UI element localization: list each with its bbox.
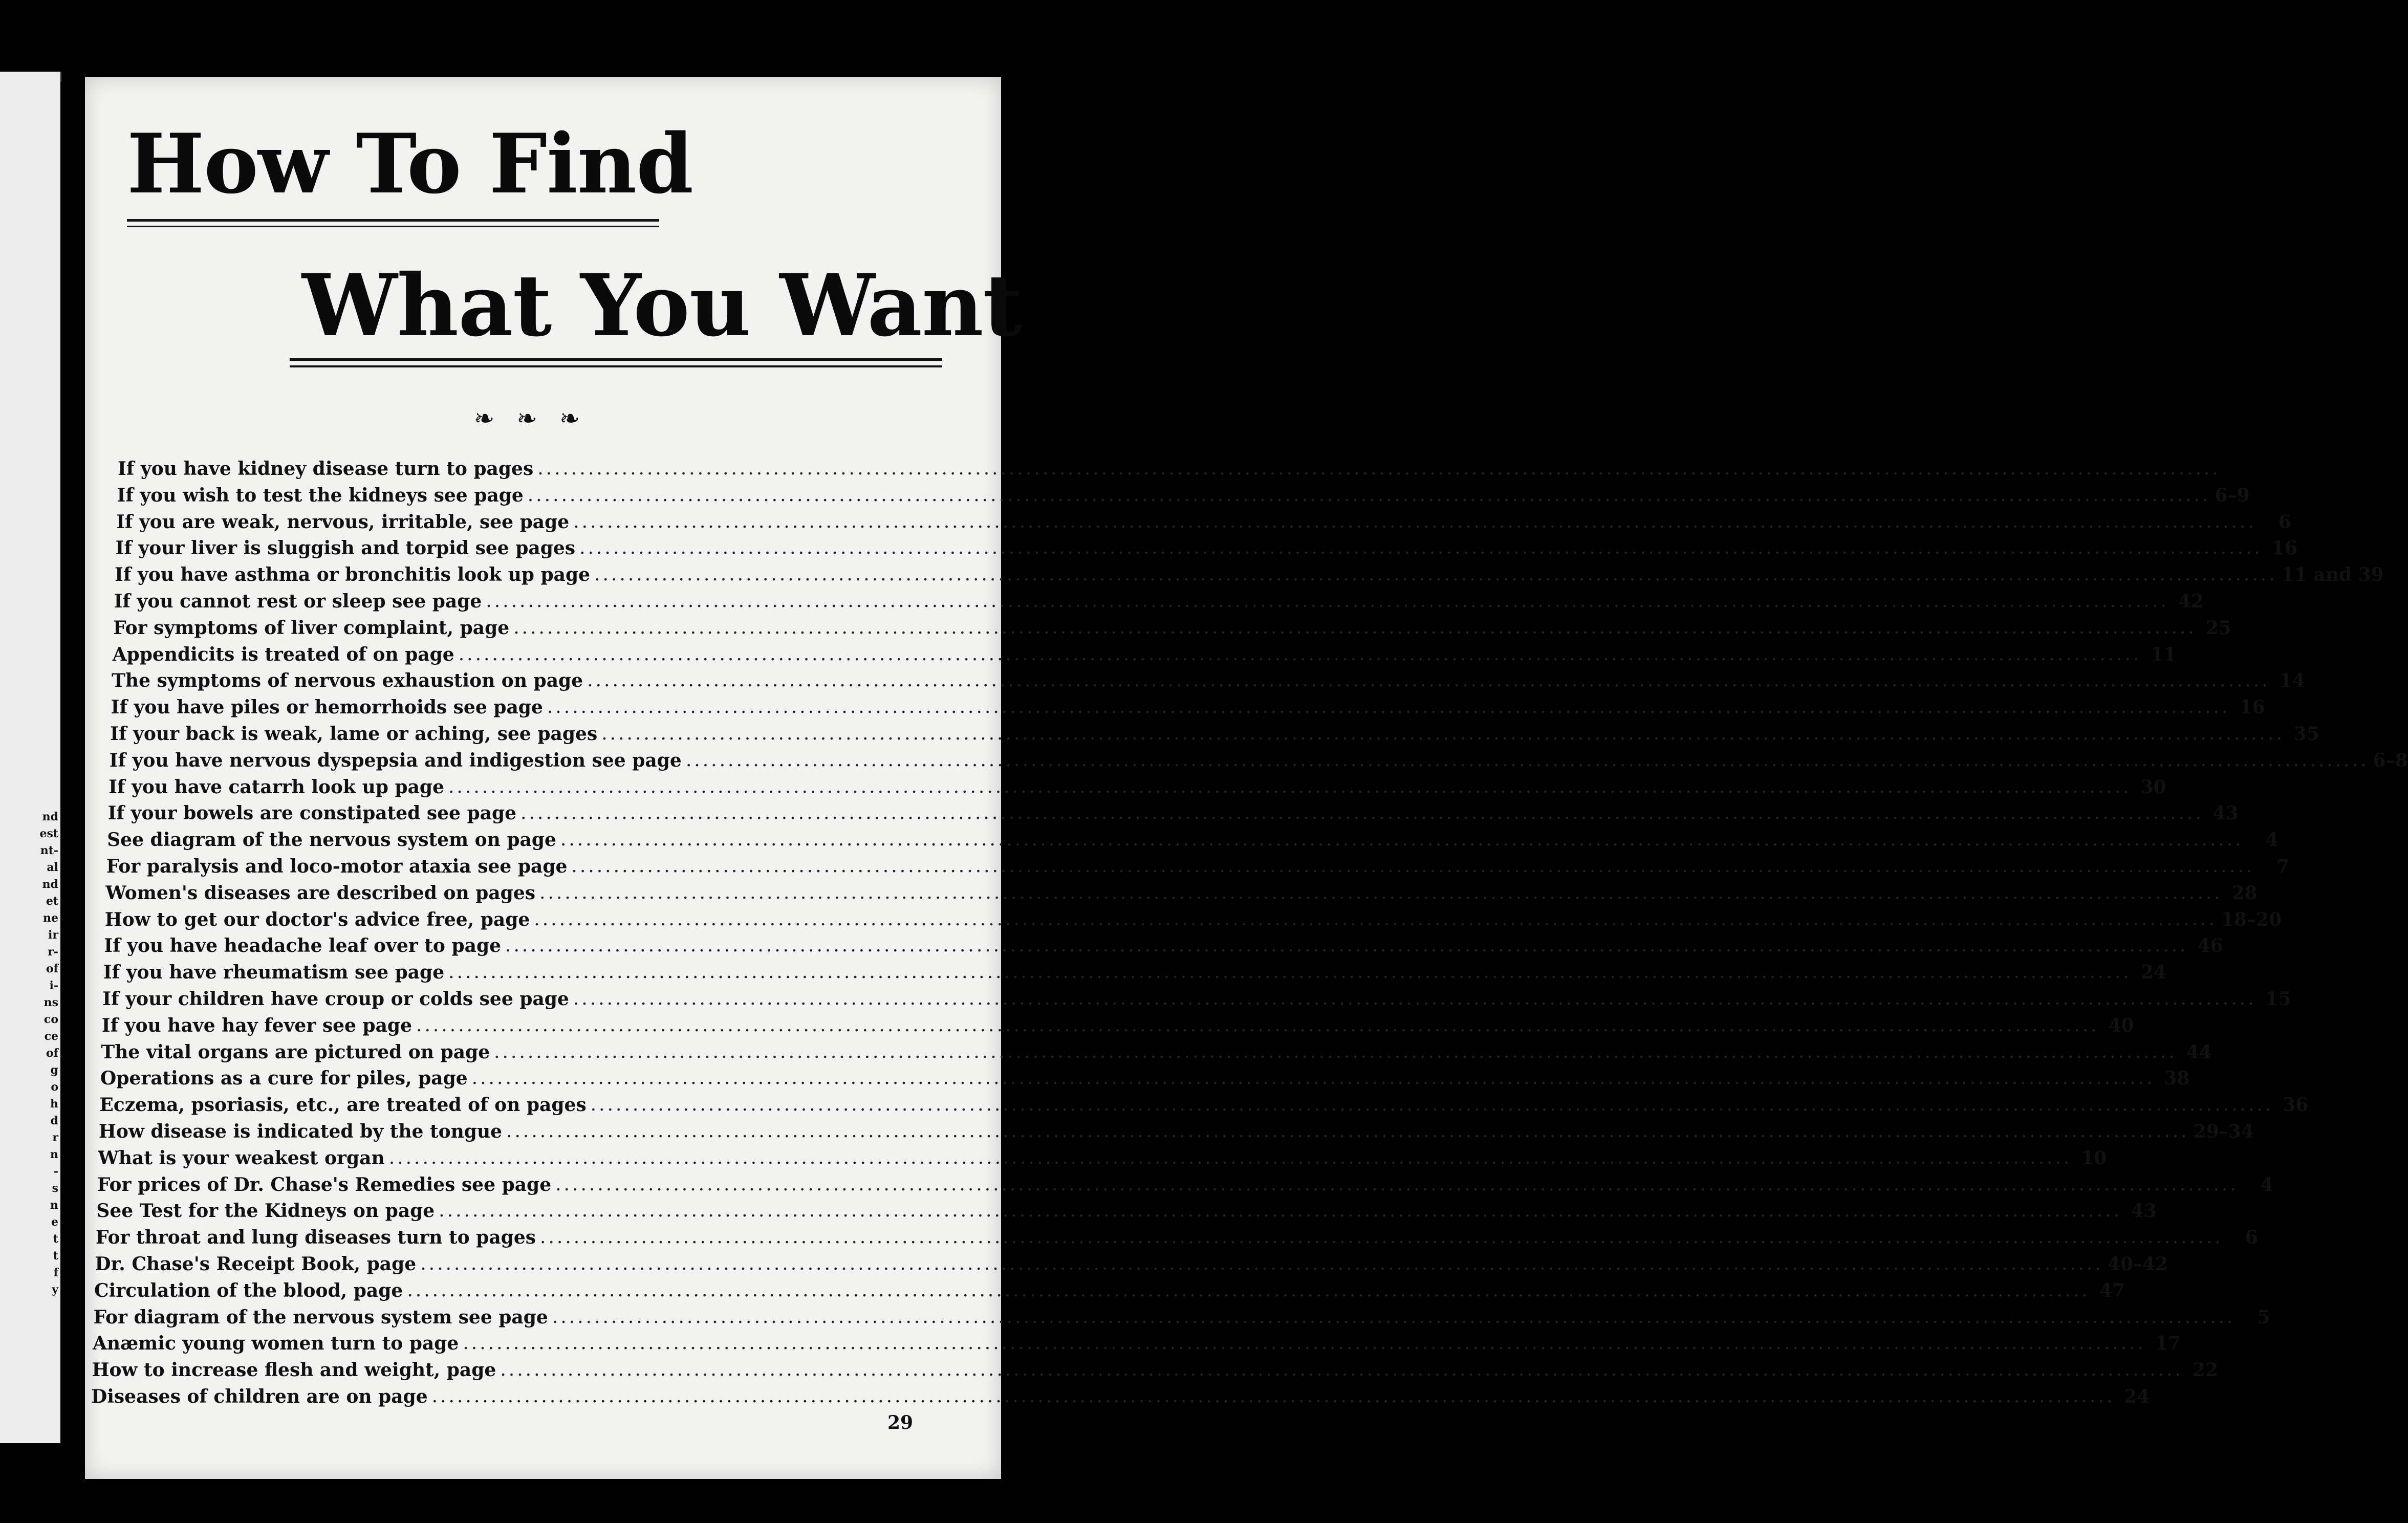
left-fragment: n — [50, 1199, 58, 1212]
dot-leader: ........................................................................................................................................................................................................ — [494, 1041, 2177, 1062]
index-topic: For paralysis and loco-motor ataxia see page — [106, 856, 568, 877]
index-page-number: 11 — [2151, 643, 2177, 665]
dot-leader: ........................................................................................................................................................................................................ — [388, 1147, 2072, 1168]
dot-leader: ........................................................................................................................................................................................................ — [420, 1253, 2103, 1274]
index-topic: If you have kidney disease turn to pages — [118, 458, 534, 480]
index-page-number: 10 — [2081, 1147, 2107, 1169]
index-row — [98, 1145, 2107, 1170]
index-topic: If you cannot rest or sleep see page — [114, 591, 482, 612]
index-page-number: 35 — [2293, 723, 2319, 745]
left-fragment: of — [46, 1047, 58, 1060]
index-row — [92, 1330, 2181, 1356]
dot-leader: ........................................................................................................................................................................................................ — [590, 1094, 2274, 1116]
index-row — [95, 1224, 2258, 1250]
index-page-number: 6–8 — [2373, 749, 2408, 771]
dot-leader: ........................................................................................................................................................................................................ — [513, 617, 2197, 638]
index-topic: If your children have croup or colds see page — [102, 988, 569, 1010]
index-row — [116, 509, 2291, 534]
ornament-leaves: ❧ ❧ ❧ — [474, 404, 588, 433]
title-line-1: How To Find — [127, 116, 693, 212]
index-page-number: 6 — [2245, 1227, 2258, 1249]
index-row — [98, 1118, 2254, 1144]
index-page-number: 38 — [2164, 1068, 2190, 1090]
index-row — [115, 535, 2297, 560]
index-topic: If you have headache leaf over to page — [104, 935, 502, 957]
index-row — [91, 1383, 2150, 1409]
left-fragment: i- — [49, 979, 58, 992]
left-fragment: s — [52, 1182, 58, 1195]
index-row — [112, 641, 2177, 667]
index-page-number: 6 — [2278, 511, 2291, 533]
dot-leader: ........................................................................................................................................................................................................ — [594, 564, 2277, 585]
index-row — [106, 853, 2290, 879]
left-fragment: ne — [43, 911, 58, 925]
index-page-number: 25 — [2205, 617, 2231, 639]
dot-leader: ........................................................................................................................................................................................................ — [534, 908, 2217, 930]
left-fragment: r- — [48, 945, 58, 959]
index-page — [85, 77, 2408, 1479]
index-topic: Diseases of children are on page — [91, 1386, 428, 1407]
index-topic: For diagram of the nervous system see page — [93, 1306, 548, 1328]
index-topic: Dr. Chase's Receipt Book, page — [95, 1253, 417, 1275]
left-fragment: nd — [42, 810, 58, 823]
dot-leader: ........................................................................................................................................................................................................ — [560, 829, 2244, 851]
index-topic: For prices of Dr. Chase's Remedies see page — [97, 1173, 552, 1195]
index-topic: How to get our doctor's advice free, page — [104, 908, 530, 930]
left-fragment: d — [50, 1114, 58, 1127]
index-page-number: 4 — [2265, 829, 2279, 851]
index-row — [114, 588, 2204, 614]
index-page-number: 43 — [2131, 1200, 2157, 1222]
left-fragment: nt- — [40, 844, 58, 857]
dot-leader: ........................................................................................................................................................................................................ — [573, 988, 2257, 1009]
index-row — [110, 721, 2319, 746]
title-line-2: What You Want — [302, 256, 1022, 356]
left-fragment: est — [39, 827, 58, 840]
left-fragment: t — [53, 1232, 58, 1246]
dot-leader: ........................................................................................................................................................................................................ — [500, 1359, 2183, 1381]
dot-leader: ........................................................................................................................................................................................................ — [539, 882, 2223, 903]
left-fragment: t — [53, 1249, 58, 1263]
index-page-number: 7 — [2276, 856, 2290, 877]
left-fragment: of — [46, 962, 58, 975]
index-row — [94, 1277, 2125, 1303]
dot-leader: ........................................................................................................................................................................................................ — [448, 776, 2132, 797]
index-page-number: 43 — [2212, 802, 2239, 824]
index-row — [112, 667, 2305, 693]
index-page-number: 29–34 — [2193, 1121, 2254, 1142]
index-page-number: 46 — [2197, 935, 2223, 957]
dot-leader: ........................................................................................................................................................................................................ — [555, 1173, 2239, 1195]
dot-leader: ........................................................................................................................................................................................................ — [579, 537, 2263, 559]
index-row — [92, 1357, 2218, 1382]
left-fragment: al — [47, 861, 58, 874]
index-topic: If you wish to test the kidneys see page — [117, 484, 524, 506]
index-page-number: 30 — [2140, 776, 2166, 798]
index-row — [117, 482, 2250, 508]
index-row — [99, 1092, 2309, 1117]
index-topic: Appendicits is treated of on page — [112, 643, 454, 665]
index-topic: How to increase flesh and weight, page — [92, 1359, 496, 1381]
index-topic: If you have rheumatism see page — [103, 962, 445, 984]
index-topic: If you have nervous dyspepsia and indigestion see page — [109, 749, 682, 771]
dot-leader: ........................................................................................................................................................................................................ — [486, 591, 2169, 612]
index-page-number: 44 — [2186, 1041, 2212, 1063]
index-topic: See diagram of the nervous system on page — [107, 829, 556, 851]
index-row — [96, 1198, 2157, 1223]
index-page-number: 5 — [2257, 1306, 2270, 1328]
index-topic: See Test for the Kidneys on page — [96, 1200, 435, 1222]
index-row — [113, 615, 2231, 640]
dot-leader: ........................................................................................................................................................................................................ — [505, 935, 2188, 956]
index-list — [85, 77, 2408, 1479]
left-fragment: g — [50, 1063, 58, 1077]
index-row — [109, 774, 2166, 799]
index-row — [107, 826, 2279, 852]
index-topic: Women's diseases are described on pages — [105, 882, 536, 904]
left-fragment: o — [51, 1080, 58, 1094]
left-fragment: h — [50, 1097, 58, 1111]
left-fragment: - — [53, 1165, 58, 1178]
index-row — [102, 986, 2291, 1011]
index-row — [107, 800, 2239, 825]
dot-leader: ........................................................................................................................................................................................................ — [448, 962, 2132, 983]
index-topic: Circulation of the blood, page — [94, 1279, 403, 1301]
trailing-page-number: 29 — [887, 1411, 914, 1433]
index-page-number: 6–9 — [2215, 484, 2250, 506]
index-page-number: 15 — [2265, 988, 2291, 1010]
left-page-fragment — [0, 72, 62, 1443]
index-page-number: 40–42 — [2107, 1253, 2168, 1275]
left-fragment: ir — [48, 928, 58, 942]
index-row — [109, 747, 2408, 773]
index-row — [101, 1039, 2212, 1064]
index-row — [101, 1012, 2134, 1038]
dot-leader: ........................................................................................................................................................................................................ — [431, 1386, 2115, 1407]
index-topic: How disease is indicated by the tongue — [98, 1121, 503, 1142]
index-row — [104, 932, 2223, 958]
left-page-text-fragments — [39, 809, 58, 1298]
left-fragment: y — [52, 1283, 58, 1296]
left-fragment: et — [46, 895, 58, 908]
index-page-number: 16 — [2239, 697, 2265, 719]
dot-leader: ........................................................................................................................................................................................................ — [463, 1333, 2146, 1354]
dot-leader: ........................................................................................................................................................................................................ — [527, 484, 2211, 506]
index-page-number: 22 — [2192, 1359, 2218, 1381]
index-page-number: 24 — [2140, 962, 2166, 984]
index-page-number: 24 — [2124, 1386, 2150, 1407]
index-row — [104, 906, 2282, 932]
index-topic: If you have piles or hemorrhoids see page — [111, 697, 543, 719]
left-fragment: e — [51, 1215, 58, 1229]
index-topic: For throat and lung diseases turn to pages — [95, 1227, 536, 1249]
index-page-number: 28 — [2231, 882, 2258, 904]
index-topic: Operations as a cure for piles, page — [100, 1068, 468, 1090]
left-fragment: nd — [42, 878, 58, 891]
index-page-number: 18–20 — [2221, 908, 2282, 930]
dot-leader: ........................................................................................................................................................................................................ — [540, 1227, 2223, 1248]
book-spine — [60, 82, 85, 1474]
index-topic: For symptoms of liver complaint, page — [113, 617, 510, 639]
index-page-number: 14 — [2279, 670, 2305, 692]
index-page-number: 17 — [2155, 1333, 2181, 1355]
dot-leader: ........................................................................................................................................................................................................ — [407, 1279, 2090, 1301]
dot-leader: ........................................................................................................................................................................................................ — [471, 1068, 2155, 1089]
index-topic: If you have asthma or bronchitis look up page — [115, 564, 591, 586]
dot-leader: ........................................................................................................................................................................................................ — [547, 697, 2230, 718]
dot-leader: ........................................................................................................................................................................................................ — [416, 1014, 2099, 1036]
index-row — [103, 959, 2166, 985]
index-page-number: 42 — [2178, 591, 2204, 612]
index-row — [115, 561, 2384, 587]
index-row — [105, 880, 2258, 905]
index-page-number: 36 — [2283, 1094, 2309, 1116]
left-fragment: n — [50, 1148, 58, 1161]
index-row — [111, 694, 2265, 720]
dot-leader: ........................................................................................................................................................................................................ — [458, 643, 2142, 665]
index-row — [97, 1171, 2273, 1197]
dot-leader: ........................................................................................................................................................................................................ — [587, 670, 2270, 691]
left-fragment: ce — [44, 1030, 58, 1043]
index-page-number: 40 — [2108, 1014, 2134, 1036]
dot-leader: ........................................................................................................................................................................................................ — [601, 723, 2285, 744]
dot-leader: ........................................................................................................................................................................................................ — [552, 1306, 2236, 1328]
dot-leader: ........................................................................................................................................................................................................ — [506, 1121, 2189, 1142]
left-fragment: co — [44, 1013, 58, 1026]
index-topic: The symptoms of nervous exhaustion on page — [112, 670, 583, 692]
index-topic: If your liver is sluggish and torpid see pages — [115, 537, 576, 559]
index-page-number: 11 and 39 — [2281, 564, 2384, 586]
index-page-number: 47 — [2099, 1279, 2125, 1301]
left-fragment: r — [52, 1131, 58, 1144]
dot-leader: ........................................................................................................................................................................................................ — [573, 511, 2257, 532]
index-row — [93, 1304, 2270, 1330]
index-row — [100, 1065, 2190, 1091]
index-page-number: 4 — [2260, 1173, 2273, 1195]
dot-leader: ........................................................................................................................................................................................................ — [537, 458, 2221, 479]
left-fragment: f — [53, 1266, 58, 1279]
index-page-number: 16 — [2271, 537, 2297, 559]
index-topic: If your bowels are constipated see page — [107, 802, 517, 824]
dot-leader: ........................................................................................................................................................................................................ — [685, 749, 2369, 771]
dot-leader: ........................................................................................................................................................................................................ — [520, 802, 2204, 824]
index-topic: The vital organs are pictured on page — [101, 1041, 490, 1063]
index-topic: If your back is weak, lame or aching, see pages — [110, 723, 598, 745]
index-topic: If you are weak, nervous, irritable, see page — [116, 511, 570, 533]
index-topic: What is your weakest organ — [98, 1147, 385, 1169]
left-fragment: ns — [44, 996, 58, 1009]
index-row — [118, 455, 2221, 481]
dot-leader: ........................................................................................................................................................................................................ — [571, 856, 2255, 877]
index-row — [95, 1251, 2168, 1276]
dot-leader: ........................................................................................................................................................................................................ — [439, 1200, 2122, 1222]
index-topic: Anæmic young women turn to page — [92, 1333, 459, 1355]
index-topic: If you have catarrh look up page — [109, 776, 444, 798]
index-topic: Eczema, psoriasis, etc., are treated of on pages — [99, 1094, 587, 1116]
index-topic: If you have hay fever see page — [101, 1014, 412, 1036]
